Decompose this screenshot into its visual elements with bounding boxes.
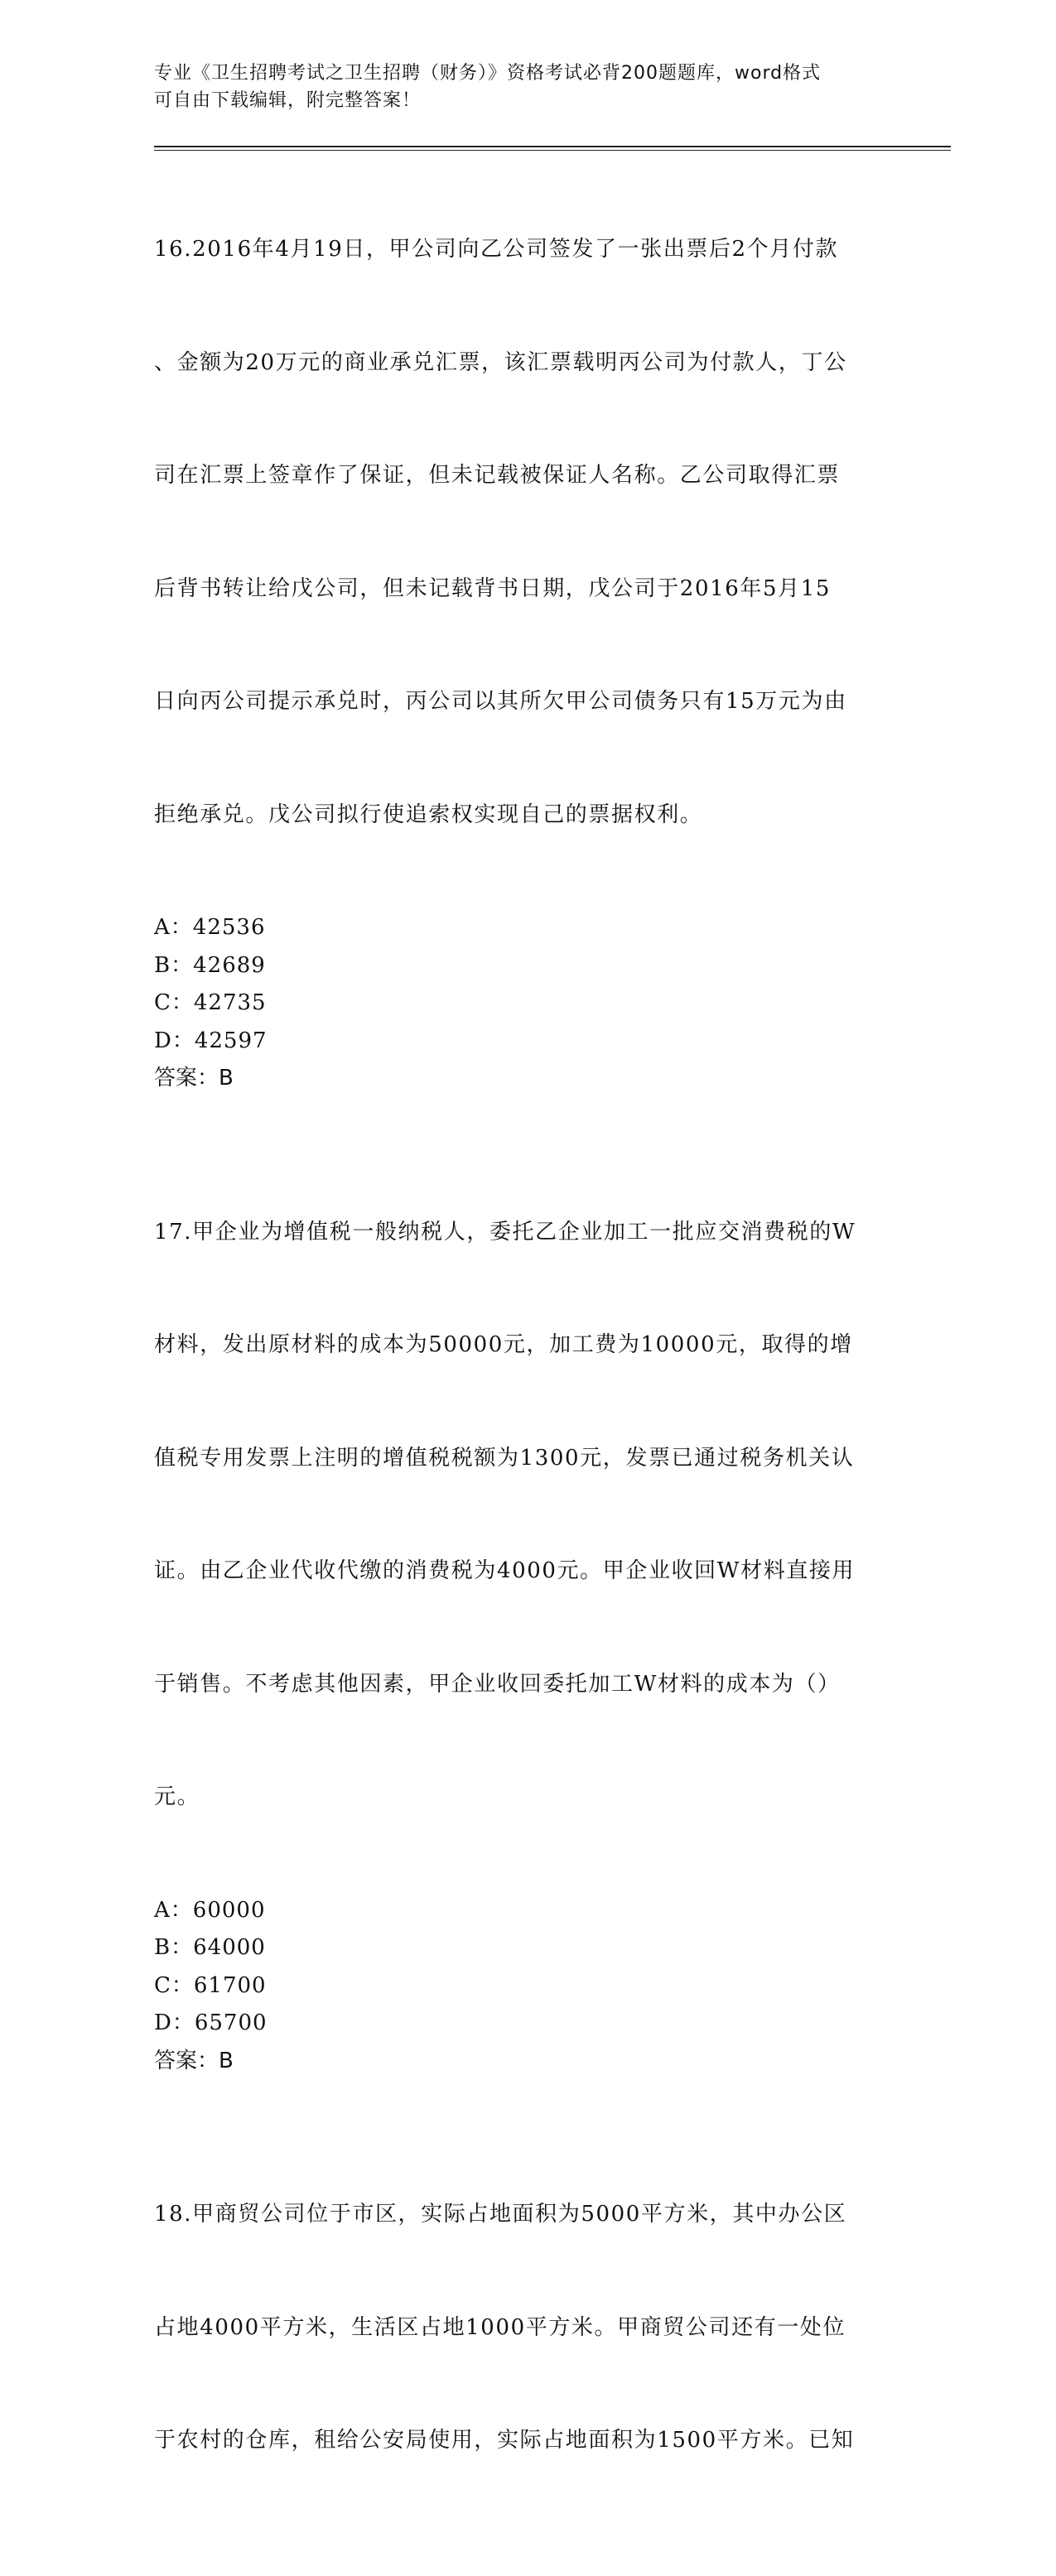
option-c: C：61700 — [154, 1972, 267, 1998]
question-line: 拒绝承兑。戊公司拟行使追索权实现自己的票据权利。 — [154, 802, 703, 827]
question-18 — [154, 2121, 883, 2535]
option-c: C：42735 — [154, 990, 267, 1015]
question-line: 于销售。不考虑其他因素，甲企业收回委托加工W材料的成本为（） — [154, 1671, 841, 1697]
header-divider-thin — [154, 150, 951, 151]
header-title-line-1: 专业《卫生招聘考试之卫生招聘（财务）》资格考试必背200题题库，word格式 — [154, 63, 822, 84]
question-line: 值税专用发票上注明的增值税税额为1300元，发票已通过税务机关认 — [154, 1445, 855, 1471]
option-d: D：42597 — [154, 1028, 268, 1053]
question-line: 材料，发出原材料的成本为50000元，加工费为10000元，取得的增 — [154, 1332, 853, 1357]
question-line: 后背书转让给戊公司，但未记载背书日期，戊公司于2016年5月15 — [154, 575, 831, 601]
document-header — [154, 60, 883, 114]
header-divider-thick — [154, 146, 951, 147]
option-a: A：60000 — [154, 1897, 266, 1923]
option-a: A：42536 — [154, 915, 266, 940]
question-line: 于农村的仓库，租给公安局使用，实际占地面积为1500平方米。已知 — [154, 2428, 855, 2453]
answer: 答案：B — [154, 2048, 234, 2073]
question-17 — [154, 1139, 883, 2081]
option-d: D：65700 — [154, 2010, 268, 2035]
question-line: 、金额为20万元的商业承兑汇票，该汇票载明丙公司为付款人，丁公 — [154, 349, 847, 375]
question-line: 日向丙公司提示承兑时，丙公司以其所欠甲公司债务只有15万元为由 — [154, 689, 847, 714]
question-line: 司在汇票上签章作了保证，但未记载被保证人名称。乙公司取得汇票 — [154, 463, 841, 488]
question-line: 18.甲商贸公司位于市区，实际占地面积为5000平方米，其中办公区 — [154, 2202, 847, 2227]
question-line: 17.甲企业为增值税一般纳税人，委托乙企业加工一批应交消费税的W — [154, 1219, 856, 1245]
question-line: 元。 — [154, 1784, 200, 1809]
question-text — [154, 2121, 883, 2535]
answer: 答案：B — [154, 1066, 234, 1091]
question-16 — [154, 156, 883, 1098]
question-line: 占地4000平方米，生活区占地1000平方米。甲商贸公司还有一处位 — [154, 2314, 846, 2340]
question-text — [154, 1139, 883, 1892]
question-line: 证。由乙企业代收代缴的消费税为4000元。甲企业收回W材料直接用 — [154, 1558, 856, 1583]
header-title-line-2: 可自由下载编辑，附完整答案！ — [154, 90, 422, 111]
question-line: 16.2016年4月19日，甲公司向乙公司签发了一张出票后2个月付款 — [154, 237, 839, 262]
option-b: B：42689 — [154, 952, 266, 978]
question-list — [154, 156, 883, 2576]
option-b: B：64000 — [154, 1935, 266, 1960]
question-text — [154, 156, 883, 909]
